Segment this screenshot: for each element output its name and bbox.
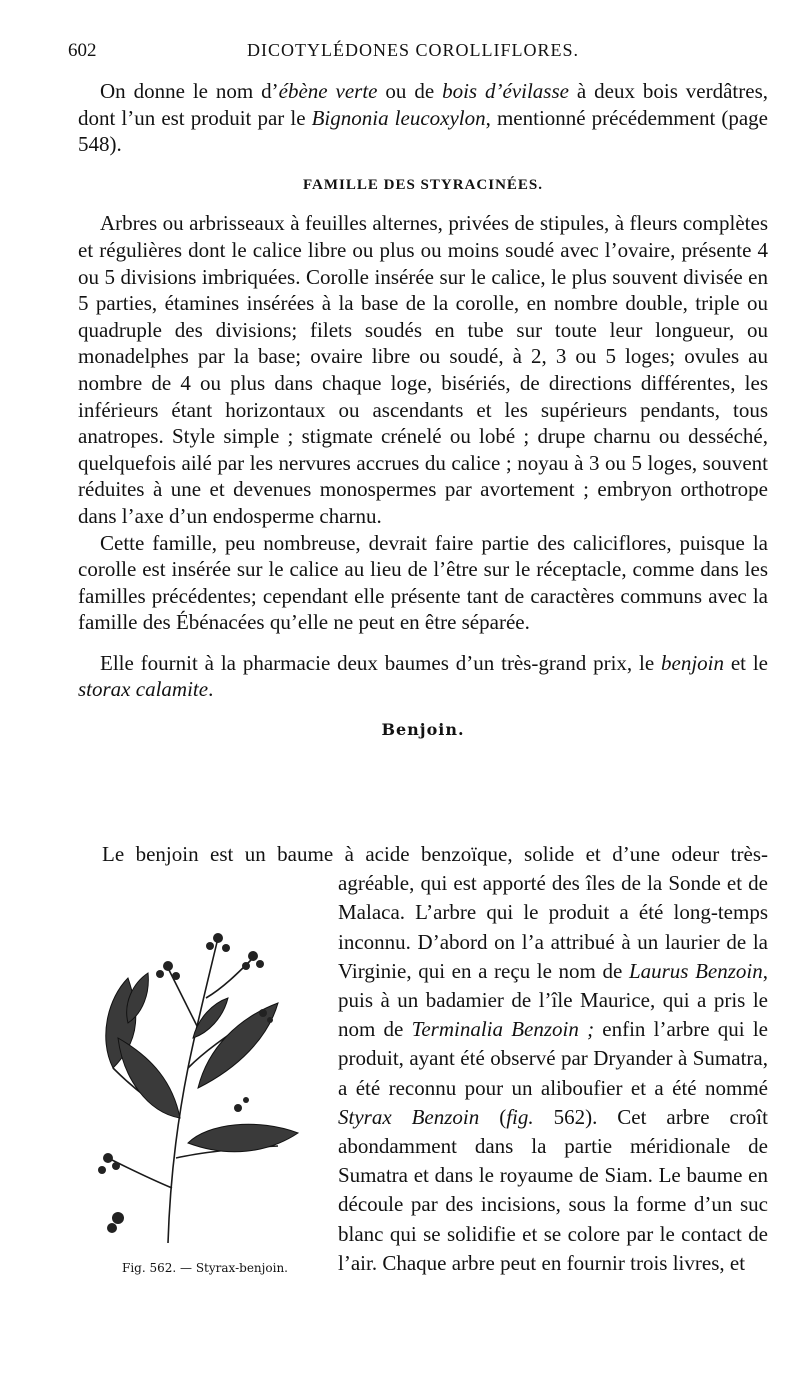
main-text — [78, 78, 768, 758]
intro-paragraph — [78, 78, 768, 158]
benjoin-section — [78, 840, 768, 1287]
pharmacy-text: . — [208, 677, 214, 702]
page-header — [68, 40, 758, 70]
pharmacy-paragraph — [78, 650, 768, 703]
term-storax: storax calamite — [78, 677, 209, 702]
term-ebene-verte: ébène verte — [278, 79, 378, 103]
description-paragraph: Arbres ou arbrisseaux à feuilles alternes, privées de stipules, à fleurs complètes et régulières dont le calice libre ou plus ou moins soudé avec l’ovaire, présente 4 ou 5 divisions imbriquées. Corolle insérée sur le calice, le plus souvent divisée en 5 parties, étamines insérées à la base de la corolle, en nombre double, triple ou quadruple des divisions; filets soudés en tube sur toute leur longueur, ou monadelphes par la base; ovaire libre ou soudé, à 2, 3 ou 5 loges; ovules au nombre de 4 ou plus dans chaque loge, bisériés, de directions différentes, les inférieurs étant horizontaux ou ascendants et les supérieurs pendants, tous anatropes. Style simple ; stigmate crénelé ou lobé ; drupe charnu ou desséché, quelquefois ailé par les nervures accrues du calice ; noyau à 3 ou 5 loges, souvent réduites à une et devenues monospermes par avortement ; embryon orthotrope dans l’axe d’un endosperme charnu. — [78, 211, 768, 528]
figure-562 — [78, 898, 328, 1287]
benjoin-text: Le benjoin est un baume à acide benzoïque, solide et d’une odeur très-agréable, qui est apporté des îles de la Sonde et de Malaca. L’arbre qui le produit a été long-temps inconnu. D’abord on l’a attribué à un laurier de la Virginie, qui en a reçu le nom de — [102, 842, 768, 983]
term-bignonia: Bignonia leucoxylon — [311, 105, 486, 130]
intro-text: , mentionné précédemment (page 548). — [78, 105, 768, 157]
term-laurus-benzoin: Laurus Benzoin — [628, 958, 763, 983]
pharmacy-text: Elle fournit à la pharmacie deux baumes d’un très-grand prix, le — [100, 650, 661, 675]
term-styrax-benzoin: Styrax Benzoin — [338, 1104, 480, 1129]
pharmacy-text: et le — [724, 650, 768, 675]
term-bois-evilasse: bois d’évilasse — [442, 79, 569, 103]
benjoin-text: , puis à un badamier de l’île Maurice, qui a pris le nom de — [338, 958, 768, 1042]
intro-text: ou de — [377, 79, 443, 103]
figure-reference: fig. — [506, 1104, 534, 1129]
styrax-illustration — [88, 918, 308, 1248]
family-paragraph: Cette famille, peu nombreuse, devrait faire partie des caliciflores, puisque la corolle est insérée sur le calice au lieu de l’être sur le réceptacle, comme dans les familles précédentes; cependant elle présente tant de caractères communs avec la famille des Ébénacées qu’elle ne peut en être séparée. — [78, 530, 768, 635]
term-benjoin: benjoin — [661, 650, 724, 675]
benjoin-text: enfin l’arbre qui le produit, ayant été observé par Dryander à Sumatra, a été reconnu pour un aliboufier et a été nommé — [338, 1017, 768, 1100]
intro-text: à deux bois verdâtres, dont l’un est produit par le — [78, 79, 769, 130]
running-title: DICOTYLÉDONES COROLLIFLORES. — [247, 40, 579, 60]
page-number: 602 — [68, 40, 97, 61]
benjoin-heading: Benjoin. — [381, 720, 465, 740]
section-heading: FAMILLE DES STYRACINÉES. — [302, 176, 544, 193]
benjoin-text: ( — [479, 1104, 507, 1129]
benjoin-paragraph — [78, 840, 768, 1278]
benjoin-text: 562). Cet arbre croît abondamment dans la partie méridionale de Sumatra et dans le royaume de Siam. Le baume en découle par des incisions, sous la forme d’un suc blanc qui se solidifie et se colore par le contact de l’air. Chaque arbre peut en fournir trois livres, et — [338, 1104, 768, 1275]
intro-text: On donne le nom d’ — [100, 79, 279, 103]
figure-caption: Fig. 562. — Styrax-benjoin. — [122, 1261, 288, 1275]
term-terminalia-benzoin: Terminalia Benzoin ; — [411, 1017, 595, 1042]
